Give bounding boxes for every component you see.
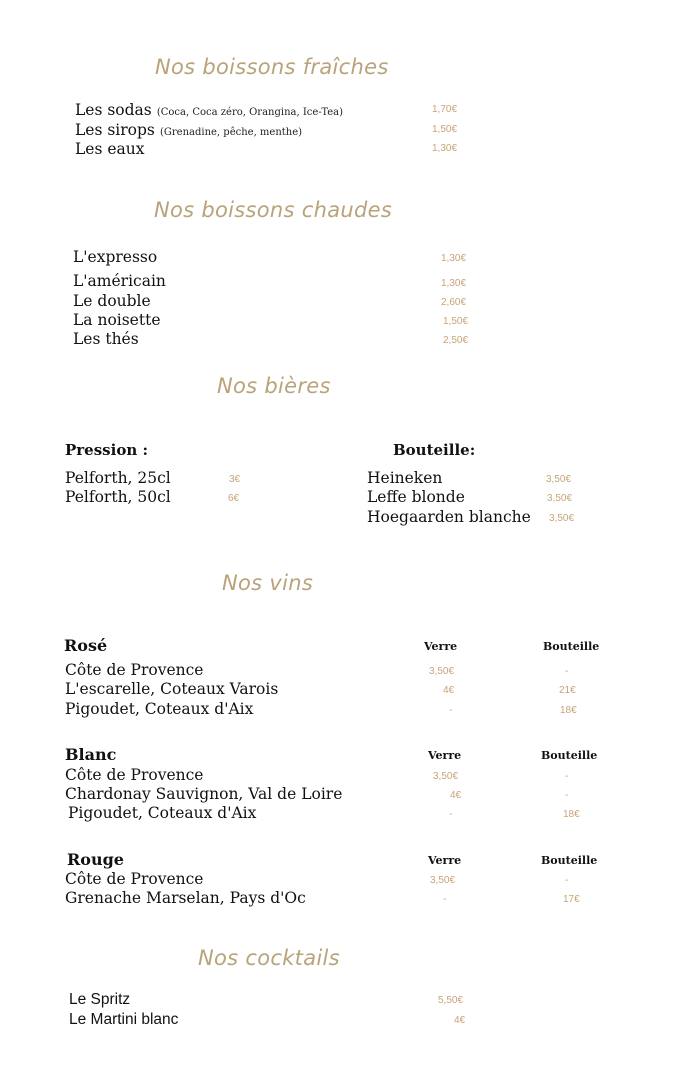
item-price: 5,50€ — [438, 995, 464, 1006]
item-price: 3,50€ — [546, 474, 572, 485]
item-price-bouteille: - — [565, 666, 569, 677]
item-price-bouteille: 21€ — [559, 685, 576, 696]
item-price: 4€ — [454, 1015, 466, 1026]
item-price-bouteille: - — [565, 771, 569, 782]
item-name: Les eaux — [75, 140, 145, 158]
item-price-verre: - — [449, 705, 453, 716]
column-header-bouteille: Bouteille — [541, 749, 598, 762]
item-name: L'escarelle, Coteaux Varois — [65, 680, 279, 698]
column-header-bouteille: Bouteille — [541, 854, 598, 867]
list-item — [75, 100, 343, 119]
item-price: 1,50€ — [432, 124, 458, 135]
item-name: L'expresso — [73, 248, 158, 266]
item-name: Les thés — [73, 330, 139, 348]
item-name: Le Martini blanc — [69, 1011, 179, 1028]
item-price: 6€ — [228, 493, 240, 504]
item-name: Grenache Marselan, Pays d'Oc — [65, 889, 306, 907]
item-name: Leffe blonde — [367, 488, 465, 506]
item-price: 1,30€ — [441, 278, 467, 289]
item-price-verre: 3,50€ — [429, 666, 455, 677]
item-name: Côte de Provence — [65, 661, 204, 679]
item-name: Chardonay Sauvignon, Val de Loire — [65, 785, 343, 803]
item-name: Pigoudet, Coteaux d'Aix — [65, 700, 254, 718]
item-price-bouteille: - — [565, 790, 569, 801]
section-title-vins: Nos vins — [222, 571, 314, 595]
item-price: 1,30€ — [441, 253, 467, 264]
item-price-verre: - — [443, 894, 447, 905]
item-name: Hoegaarden blanche — [367, 508, 531, 526]
item-price-bouteille: 17€ — [563, 894, 580, 905]
item-name: L'américain — [73, 272, 166, 290]
item-price: 3€ — [229, 474, 241, 485]
item-name: Le double — [73, 292, 151, 310]
item-name: La noisette — [73, 311, 161, 329]
item-name: Pelforth, 25cl — [65, 469, 171, 487]
item-price-verre: 4€ — [450, 790, 462, 801]
list-item — [75, 120, 302, 139]
item-name: Heineken — [367, 469, 443, 487]
column-header-verre: Verre — [428, 749, 462, 762]
item-name: Les sirops — [75, 121, 155, 139]
item-price-bouteille: 18€ — [560, 705, 577, 716]
item-price-verre: - — [449, 809, 453, 820]
item-price-bouteille: - — [565, 875, 569, 886]
item-price: 1,30€ — [432, 143, 458, 154]
item-price: 2,60€ — [441, 297, 467, 308]
item-price: 3,50€ — [549, 513, 575, 524]
column-header-verre: Verre — [424, 640, 458, 653]
item-price: 1,50€ — [443, 316, 469, 327]
item-note: (Grenadine, pêche, menthe) — [159, 127, 303, 138]
section-title-bieres: Nos bières — [217, 374, 331, 398]
list-item — [75, 139, 145, 158]
item-price-verre: 4€ — [443, 685, 455, 696]
item-price-bouteille: 18€ — [563, 809, 580, 820]
section-title-cocktails: Nos cocktails — [198, 946, 340, 970]
item-name: Pigoudet, Coteaux d'Aix — [68, 804, 257, 822]
column-header-bouteille: Bouteille — [543, 640, 600, 653]
wine-category-blanc: Blanc — [65, 745, 117, 764]
item-name: Le Spritz — [69, 991, 131, 1008]
item-price: 2,50€ — [443, 335, 469, 346]
column-header-verre: Verre — [428, 854, 462, 867]
item-price: 1,70€ — [432, 104, 458, 115]
item-price-verre: 3,50€ — [433, 771, 459, 782]
wine-category-rouge: Rouge — [67, 850, 124, 869]
section-title-fraiches: Nos boissons fraîches — [155, 55, 389, 79]
item-name: Côte de Provence — [65, 766, 204, 784]
subheading-pression: Pression : — [65, 441, 148, 459]
item-name: Les sodas — [75, 101, 152, 119]
item-name: Pelforth, 50cl — [65, 488, 171, 506]
item-price: 3,50€ — [547, 493, 573, 504]
section-title-chaudes: Nos boissons chaudes — [154, 198, 393, 222]
wine-category-rose: Rosé — [64, 636, 108, 655]
item-name: Côte de Provence — [65, 870, 204, 888]
item-note: (Coca, Coca zéro, Orangina, Ice-Tea) — [156, 107, 344, 118]
subheading-bouteille: Bouteille: — [393, 441, 476, 459]
item-price-verre: 3,50€ — [430, 875, 456, 886]
